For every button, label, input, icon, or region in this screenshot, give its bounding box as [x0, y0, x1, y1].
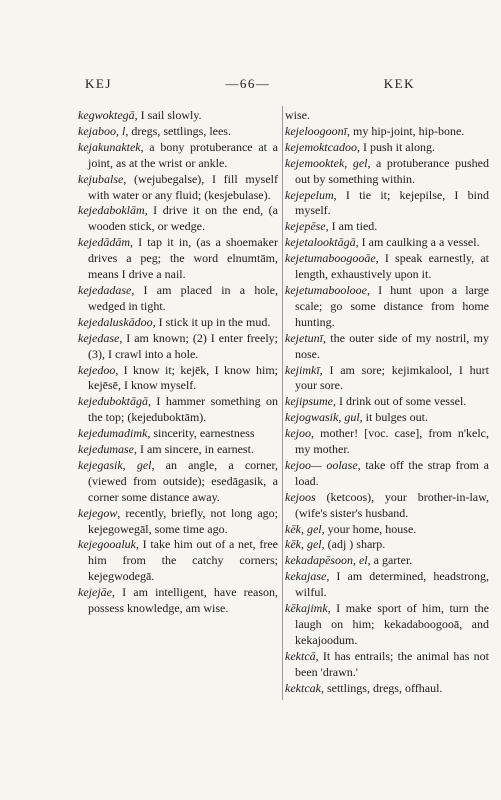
- dictionary-entry: [285, 537, 489, 553]
- entry-headword: kejubalse: [78, 171, 124, 186]
- entry-headword: kejeloogoonī: [285, 123, 347, 138]
- entry-definition: , recently, briefly, not long ago; kejegowegāl, some time ago.: [88, 505, 278, 536]
- entry-definition: , mother! [voc. case], from n'kelc, my mother.: [295, 426, 489, 457]
- entry-headword: kektcak: [285, 680, 321, 695]
- dictionary-entry: [78, 458, 278, 506]
- dictionary-entry: [285, 188, 489, 220]
- dictionary-entry: [285, 394, 489, 410]
- dictionary-entry: [285, 156, 489, 188]
- dictionary-entry: [78, 108, 278, 124]
- dictionary-entry: [285, 601, 489, 649]
- entry-headword: kegwoktegā: [78, 108, 135, 122]
- entry-definition: , I am sore; kejimkalool, I hurt your sore.: [295, 362, 489, 393]
- entry-definition: , a garter.: [367, 553, 413, 568]
- dictionary-entry: [285, 681, 489, 697]
- dictionary-entry: [285, 124, 489, 140]
- entry-definition: , I take him out of a net, free him from the catchy corners; kejegwodegā.: [88, 537, 278, 584]
- entry-headword: kejimkī: [285, 362, 320, 377]
- entry-headword: kekadapēsoon, el: [285, 553, 368, 568]
- dictionary-entry: [285, 522, 489, 538]
- dictionary-entry: [285, 363, 489, 395]
- entry-definition: , the outer side of my nostril, my nose.: [295, 330, 489, 361]
- dictionary-entry: [78, 537, 278, 585]
- entry-definition: , I push it along.: [356, 139, 435, 154]
- entry-headword: kejogwasik, gul: [285, 410, 360, 425]
- entry-definition: , I know it; kejēk, I know him; kejēsē, I know myself.: [88, 362, 278, 393]
- dictionary-entry: [285, 283, 489, 331]
- entry-definition: , my hip-joint, hip-bone.: [346, 123, 465, 138]
- entry-definition: , a bony protuberance at a joint, as at the wrist or ankle.: [88, 139, 278, 170]
- entry-headword: kejetunī: [285, 330, 323, 345]
- dictionary-entry: [78, 506, 278, 538]
- dictionary-entry: [78, 124, 278, 140]
- entry-headword: kejepelum: [285, 187, 334, 202]
- entry-definition: , I am placed in a hole, wedged in tight.: [88, 282, 278, 313]
- entry-headword: kejedaluskādoo: [78, 314, 153, 329]
- entry-definition: wise.: [285, 108, 310, 122]
- entry-headword: kejetalooktāgā: [285, 235, 356, 250]
- column-divider: [282, 106, 283, 700]
- right-column: [285, 108, 489, 697]
- dictionary-entry: [285, 426, 489, 458]
- entry-definition: , I tie it; kejepilse, I bind myself.: [295, 187, 489, 218]
- entry-definition: , (wejubegalse), I fill myself with water or any fluid; (kesjebulase).: [88, 171, 278, 202]
- dictionary-entry: [285, 219, 489, 235]
- dictionary-entry: [78, 442, 278, 458]
- entry-definition: , dregs, settlings, lees.: [125, 123, 231, 138]
- entry-definition: , I sail slowly.: [134, 108, 202, 122]
- entry-headword: kejetumaboogooāe: [285, 251, 376, 266]
- entry-definition: , your home, house.: [321, 521, 417, 536]
- entry-definition: , (adj ) sharp.: [321, 537, 386, 552]
- entry-definition: , a protuberance pushed out by something within.: [295, 155, 490, 186]
- entry-headword: kejedumadimk: [78, 426, 148, 441]
- dictionary-entry: [285, 235, 489, 251]
- entry-headword: kejegasik, gel: [78, 457, 152, 472]
- entry-headword: kejakunaktek: [78, 139, 141, 154]
- entry-definition: (ketcoos), your brother-in-law, (wife's sister's husband.: [295, 489, 489, 520]
- dictionary-entry: [285, 490, 489, 522]
- entry-headword: kejedase: [78, 330, 120, 345]
- entry-definition: , I am intelligent, have reason, possess knowledge, am wise.: [88, 585, 278, 616]
- dictionary-entry: [78, 363, 278, 395]
- entry-headword: kejetumaboolooe: [285, 282, 367, 297]
- entry-definition: , I am tied.: [325, 219, 378, 234]
- entry-definition: , take off the strap from a load.: [295, 457, 489, 488]
- dictionary-entry: [78, 140, 278, 172]
- dictionary-entry: [285, 569, 489, 601]
- entry-headword: kektcā: [285, 648, 316, 663]
- entry-headword: kejeduboktāgā: [78, 394, 148, 409]
- entry-headword: kejaboo, l: [78, 123, 126, 138]
- running-head: [85, 76, 415, 92]
- dictionary-entry: [78, 331, 278, 363]
- entry-definition: , I am caulking a a vessel.: [355, 235, 480, 250]
- entry-definition: , I drink out of some vessel.: [332, 394, 467, 409]
- head-right: KEK: [383, 76, 415, 91]
- dictionary-entry: [285, 140, 489, 156]
- entry-headword: kejejāe: [78, 585, 112, 600]
- entry-headword: kejemoktcadoo: [285, 139, 357, 154]
- entry-definition: , I am sincere, in earnest.: [133, 442, 254, 457]
- entry-headword: kejedādām: [78, 235, 130, 250]
- entry-headword: kejipsume: [285, 394, 333, 409]
- entry-headword: kejegooaluk: [78, 537, 136, 552]
- entry-headword: kejedadase: [78, 282, 132, 297]
- entry-headword: kejedumase: [78, 442, 134, 457]
- entry-headword: kejepēse: [285, 219, 326, 234]
- dictionary-entry: [78, 585, 278, 617]
- dictionary-entry: [285, 108, 489, 124]
- entry-headword: kēkajimk: [285, 601, 328, 616]
- dictionary-entry: [78, 203, 278, 235]
- entry-headword: kejemooktek, gel: [285, 155, 368, 170]
- entry-headword: kejoo: [285, 426, 311, 441]
- page-number: —66—: [225, 76, 271, 91]
- dictionary-entry: [285, 649, 489, 681]
- dictionary-entry: [78, 172, 278, 204]
- entry-definition: , settlings, dregs, offhaul.: [320, 680, 443, 695]
- dictionary-entry: [78, 235, 278, 283]
- entry-definition: , I am determined, headstrong, wilful.: [295, 569, 489, 600]
- dictionary-entry: [78, 283, 278, 315]
- entry-headword: kejoos: [285, 489, 316, 504]
- dictionary-entry: [285, 458, 489, 490]
- entry-definition: , I speak earnestly, at length, exhaustively upon it.: [295, 251, 489, 282]
- entry-headword: kēk, gel: [285, 521, 322, 536]
- entry-definition: , it bulges out.: [359, 410, 428, 425]
- entry-definition: , an angle, a corner, (viewed from outside); esedāgasik, a corner some distance away.: [88, 457, 278, 504]
- entry-definition: , I hammer something on the top; (kejeduboktām).: [88, 394, 278, 425]
- entry-definition: , I hunt upon a large scale; go some distance from home hunting.: [295, 282, 489, 329]
- entry-definition: , I stick it up in the mud.: [152, 314, 271, 329]
- entry-headword: kekajase: [285, 569, 327, 584]
- left-column: [78, 108, 278, 617]
- dictionary-entry: [285, 410, 489, 426]
- entry-headword: kēk, gel: [285, 537, 322, 552]
- entry-definition: , I tap it in, (as a shoemaker drives a peg; the word elnumtām, means I drive a nail.: [88, 235, 278, 282]
- dictionary-entry: [285, 251, 489, 283]
- dictionary-entry: [78, 315, 278, 331]
- dictionary-entry: [285, 331, 489, 363]
- dictionary-entry: [78, 394, 278, 426]
- entry-definition: , I make sport of him, turn the laugh on him; kekadaboogooā, and kekajoodum.: [295, 601, 489, 647]
- entry-definition: , I drive it on the end, (a wooden stick, or wedge.: [88, 203, 278, 234]
- entry-headword: kejedoo: [78, 362, 116, 377]
- entry-headword: kejoo— oolase: [285, 457, 358, 472]
- dictionary-entry: [285, 553, 489, 569]
- dictionary-entry: [78, 426, 278, 442]
- entry-definition: , It has entrails; the animal has not been 'drawn.': [295, 648, 489, 679]
- head-left: KEJ: [85, 76, 112, 91]
- entry-definition: , I am known; (2) I enter freely; (3), I crawl into a hole.: [88, 330, 278, 361]
- entry-headword: kejegow: [78, 505, 118, 520]
- entry-headword: kejedaboklām: [78, 203, 145, 218]
- entry-definition: , sincerity, earnestness: [147, 426, 255, 441]
